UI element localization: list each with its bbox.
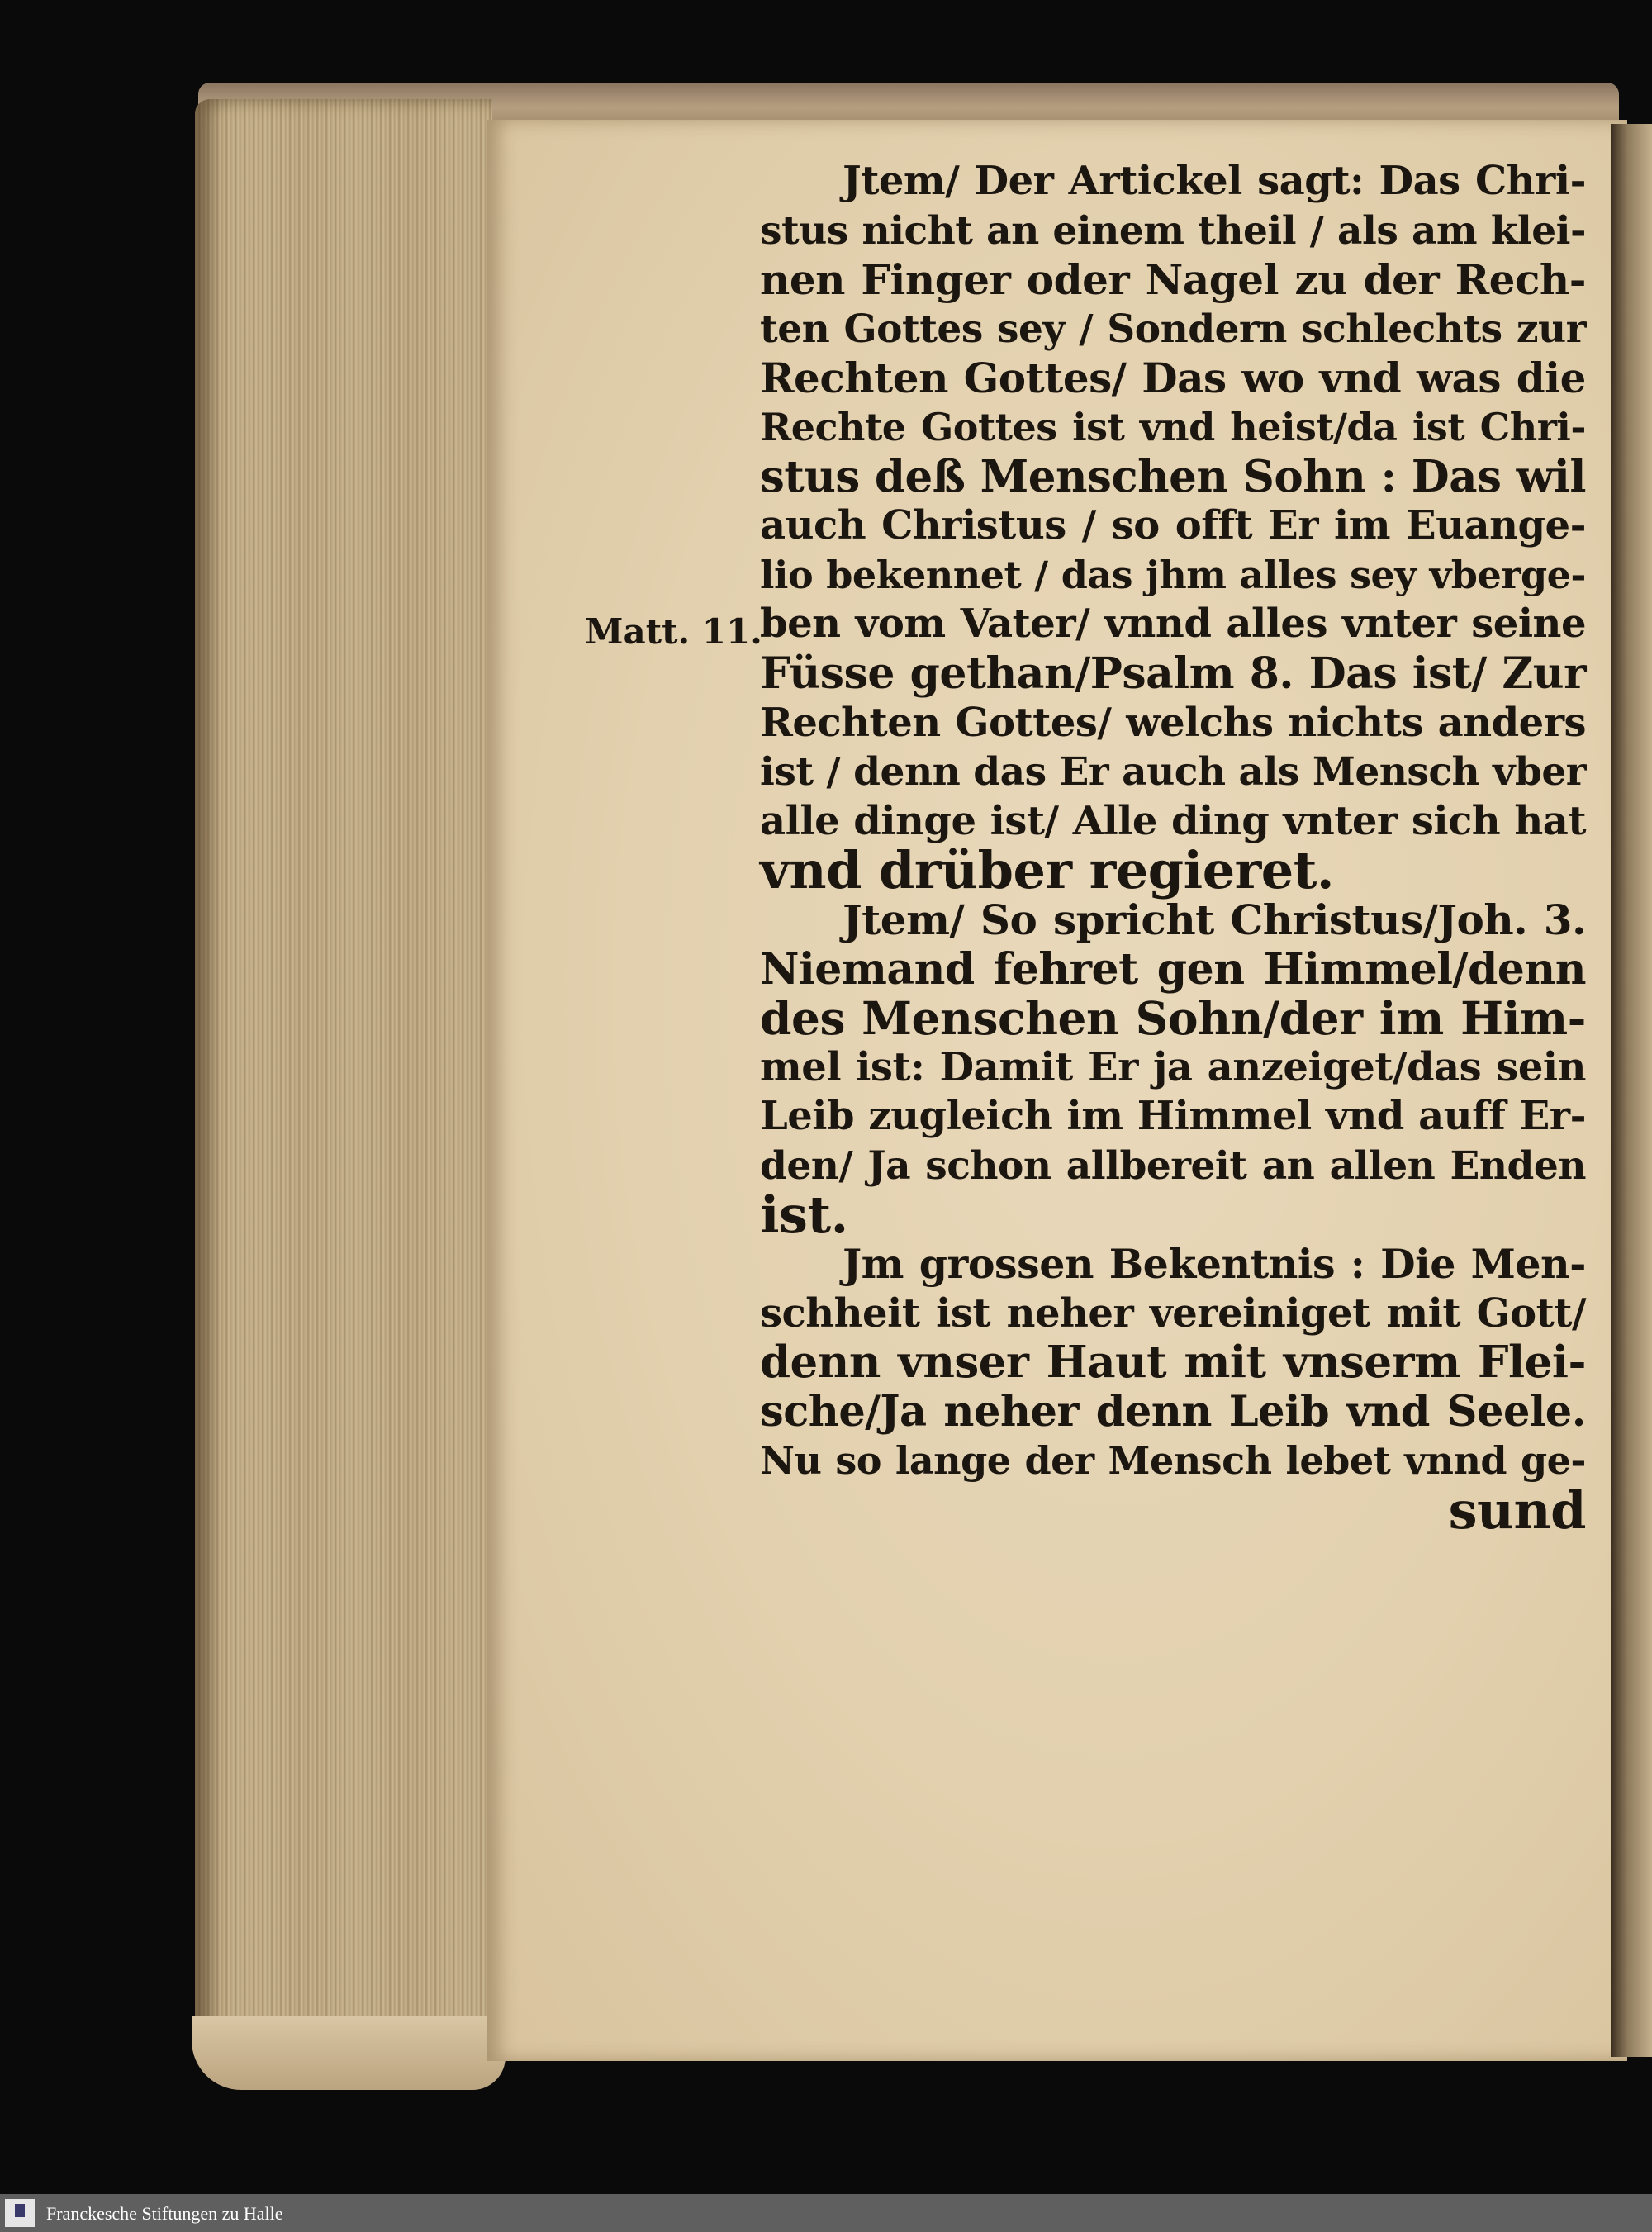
franckesche-stiftungen-logo-icon <box>5 2199 35 2227</box>
text-line: nen Finger oder Nagel zu der Rech- <box>760 255 1586 305</box>
text-line: auch Christus / so offt Er im Euange- <box>760 502 1586 549</box>
text-line: denn vnser Haut mit vnserm Flei- <box>760 1337 1586 1389</box>
text-line: schheit ist neher vereiniget mit Gott/ <box>760 1289 1586 1337</box>
book-cover-edge <box>192 2016 506 2090</box>
text-line: Rechte Gottes ist vnd heist/da ist Chri- <box>760 404 1586 449</box>
facing-page-gutter <box>1611 124 1652 2057</box>
text-line: Füsse gethan/Psalm 8. Das ist/ Zur <box>760 648 1586 699</box>
page-stack-edge <box>195 99 492 2065</box>
text-line: sche/Ja neher denn Leib vnd Seele. <box>760 1386 1586 1437</box>
page-text <box>760 157 1586 1541</box>
text-line: Rechten Gottes/ welchs nichts anders <box>760 699 1586 746</box>
text-line: Leib zugleich im Himmel vnd auff Er- <box>760 1093 1586 1140</box>
text-line: Nu so lange der Mensch lebet vnnd ge- <box>760 1438 1586 1484</box>
text-line: vnd drüber regieret. <box>760 840 1334 901</box>
text-line: stus nicht an einem theil / als am klei- <box>760 207 1586 254</box>
text-line: Jtem/ So spricht Christus/Joh. 3. <box>843 895 1586 944</box>
text-line: ten Gottes sey / Sondern schlechts zur <box>760 306 1586 352</box>
text-line: lio bekennet / das jhm alles sey vberge- <box>760 552 1586 597</box>
institution-label: Franckesche Stiftungen zu Halle <box>46 2203 283 2224</box>
text-line: alle dinge ist/ Alle ding vnter sich hat <box>760 797 1586 844</box>
text-line: Rechten Gottes/ Das wo vnd was die <box>760 354 1586 403</box>
text-line: Niemand fehret gen Himmel/denn <box>760 943 1586 995</box>
text-line: den/ Ja schon allbereit an allen Enden <box>760 1142 1586 1189</box>
text-line: Jm grossen Bekentnis : Die Men- <box>843 1240 1586 1289</box>
viewer-footer-bar <box>0 2194 1652 2232</box>
text-line: ist. <box>760 1185 848 1246</box>
text-line: stus deß Menschen Sohn : Das wil <box>760 450 1586 502</box>
text-line: ben vom Vater/ vnnd alles vnter seine <box>760 601 1586 648</box>
text-line: Jtem/ Der Artickel sagt: Das Chri- <box>843 158 1586 204</box>
catchword: sund <box>1448 1480 1586 1541</box>
text-line: des Menschen Sohn/der im Him- <box>760 991 1586 1046</box>
text-line: ist / denn das Er auch als Mensch vber <box>760 749 1586 795</box>
text-line: mel ist: Damit Er ja anzeiget/das sein <box>760 1043 1586 1090</box>
marginal-note: Matt. 11. <box>585 611 762 652</box>
